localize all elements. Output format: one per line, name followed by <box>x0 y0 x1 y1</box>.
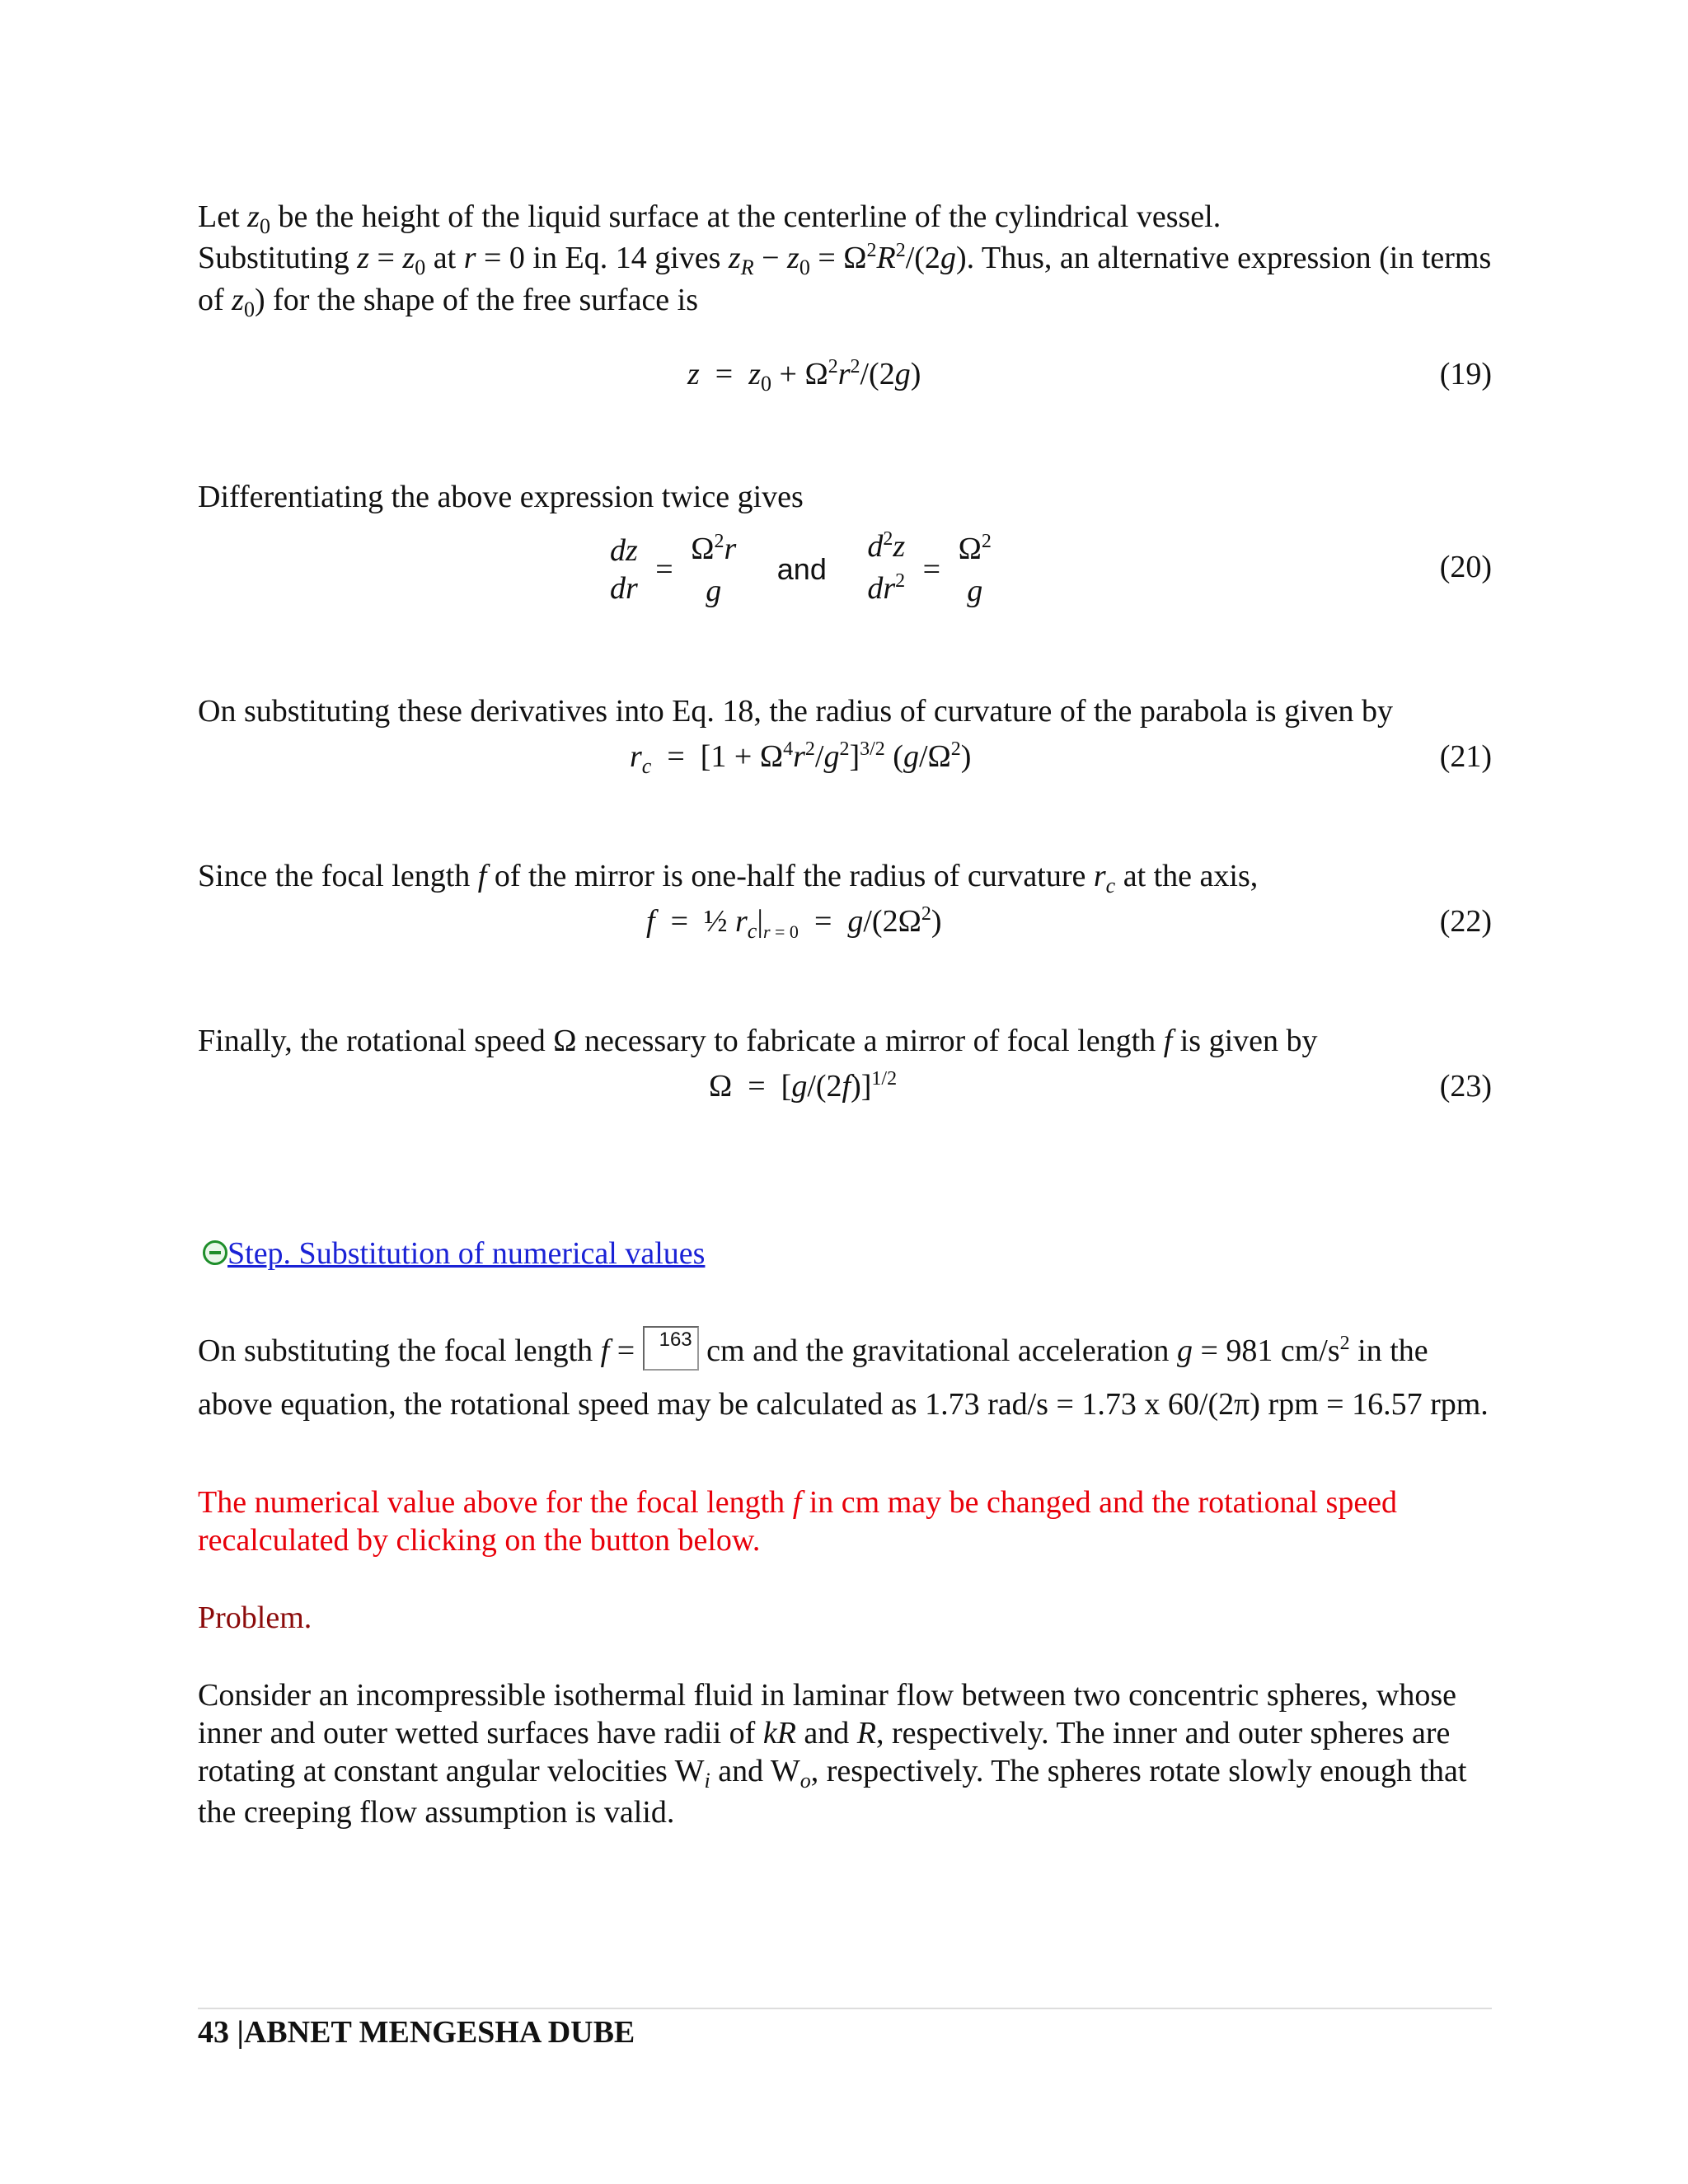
equation-22 <box>198 903 1492 953</box>
text: The numerical value above for the focal length <box>198 1485 793 1520</box>
equation-number: (23) <box>1439 1069 1492 1104</box>
text: and <box>795 1716 857 1750</box>
fraction-dz-dr: dz dr <box>610 533 638 606</box>
text: is given by <box>1172 1024 1318 1058</box>
document-page <box>198 0 1492 2184</box>
text: Let <box>198 199 248 234</box>
equation-21 <box>198 738 1492 788</box>
paragraph-focal-length: Since the focal length f of the mirror is one-half the radius of curvature $r_c$ at the axis, <box>198 859 1259 898</box>
fraction-omega2r-g: $\Omega^2r$ g <box>691 530 737 608</box>
equation-body: $z = z_0 + \Omega^2r^2/(2g)$ <box>687 356 921 396</box>
fraction-d2z-dr2: $d^2z$ $dr^2$ <box>867 528 906 606</box>
equation-body: $r_c = [1 + \Omega^4r^2/g^2]^{3/2}$ $(g/\Omega^2)$ <box>630 738 972 778</box>
text: , respectively. The spheres rotate slowly enough that the creeping flow assumption is valid. <box>198 1754 1467 1830</box>
text: be the height of the liquid surface at the centerline of the cylindrical vessel. <box>270 199 1221 234</box>
problem-text <box>198 1676 1492 1831</box>
equation-number: (22) <box>1439 904 1492 939</box>
paragraph-curvature: On substituting these derivatives into Eq. 18, the radius of curvature of the parabola is given by <box>198 694 1393 729</box>
text: at the axis, <box>1115 859 1259 893</box>
text: i <box>704 1769 710 1793</box>
text: Finally, the rotational speed Ω necessary to fabricate a mirror of focal length <box>198 1024 1164 1058</box>
text: Consider an incompressible isothermal fluid in laminar flow between two concentric spheres, whose inner and outer wetted surfaces have radii of <box>198 1678 1456 1750</box>
text: kR <box>762 1716 796 1750</box>
text: o <box>799 1769 811 1793</box>
equation-body: dz dr = $\Omega^2r$ g and $d^2z$ $dr^2$ = $\Omega^2$ g <box>610 527 992 612</box>
text: at <box>425 241 464 275</box>
text: and W <box>710 1754 800 1788</box>
equation-number: (19) <box>1439 357 1492 391</box>
step-link[interactable]: Step. Substitution of numerical values <box>227 1236 706 1271</box>
page-footer: 43 |ABNET MENGESHA DUBE <box>198 2008 1492 2050</box>
text: in the above equation, the rotational speed may be calculated as 1.73 rad/s = 1.73 x 60/(2π) rpm = 16.57 rpm. <box>198 1333 1489 1422</box>
text: R <box>856 1716 876 1750</box>
equation-19 <box>198 356 1492 405</box>
collapse-minus-icon[interactable] <box>203 1240 227 1265</box>
text: ) for the shape of the free surface is <box>254 283 699 317</box>
note-text: The numerical value above for the focal length f in cm may be changed and the rotational speed recalculated by clicking on the button below. <box>198 1485 1398 1558</box>
and-label: and <box>776 552 827 586</box>
equation-23 <box>198 1068 1492 1118</box>
problem-label: Problem. <box>198 1601 312 1635</box>
equation-20 <box>198 527 1492 610</box>
text: Since the focal length <box>198 859 478 893</box>
step-toggle[interactable] <box>203 1235 1497 1272</box>
paragraph-rotational-speed: Finally, the rotational speed Ω necessary to fabricate a mirror of focal length f is given by <box>198 1024 1318 1058</box>
equation-body: $\Omega = [g/(2f)]^{1/2}$ <box>709 1068 898 1104</box>
fraction-omega2-g: $\Omega^2$ g <box>958 530 992 608</box>
text: in cm may be changed and the rotational speed recalculated by clicking on the button below. <box>198 1485 1398 1558</box>
equation-number: (21) <box>1439 739 1492 774</box>
equation-number: (20) <box>1439 550 1492 584</box>
text: = 981 cm/s <box>1192 1333 1340 1368</box>
paragraph-substitution: On substituting the focal length f = 163 cm and the gravitational acceleration g = 981 $cm/s^2$ in the above equation, the rotational speed may be calculated as 1.73 rad/s = 1.73 x 60/(2π) rpm = 16.57 rpm. <box>198 1332 1492 1423</box>
text: in Eq. 14 gives <box>524 241 729 275</box>
paragraph-differentiating: Differentiating the above expression twice gives <box>198 480 804 514</box>
text: cm and the gravitational acceleration <box>698 1333 1177 1368</box>
equation-body: f = ½ $r_c|_{r = 0} = g/(2\Omega^2)$ <box>646 903 942 943</box>
paragraph-intro: Let $z_0$ be the height of the liquid surface at the centerline of the cylindrical vessel. Substituting $z = z_0$ at r = 0 in Eq. 14 gives $z_R - z_0 = \Omega^2R^2/(2g)$. Thus, an alternative expression (in terms of $z_0$) for the shape of the free surface is <box>198 199 1492 321</box>
text: On substituting the focal length <box>198 1333 601 1368</box>
text: ). Thus, an alternative expression (in terms of <box>198 241 1492 317</box>
text: Substituting <box>198 241 358 275</box>
focal-length-input[interactable]: 163 <box>643 1326 699 1371</box>
text: , respectively. The inner and outer spheres are rotating at constant angular velocities W <box>198 1716 1451 1788</box>
text: of the mirror is one-half the radius of curvature <box>486 859 1094 893</box>
